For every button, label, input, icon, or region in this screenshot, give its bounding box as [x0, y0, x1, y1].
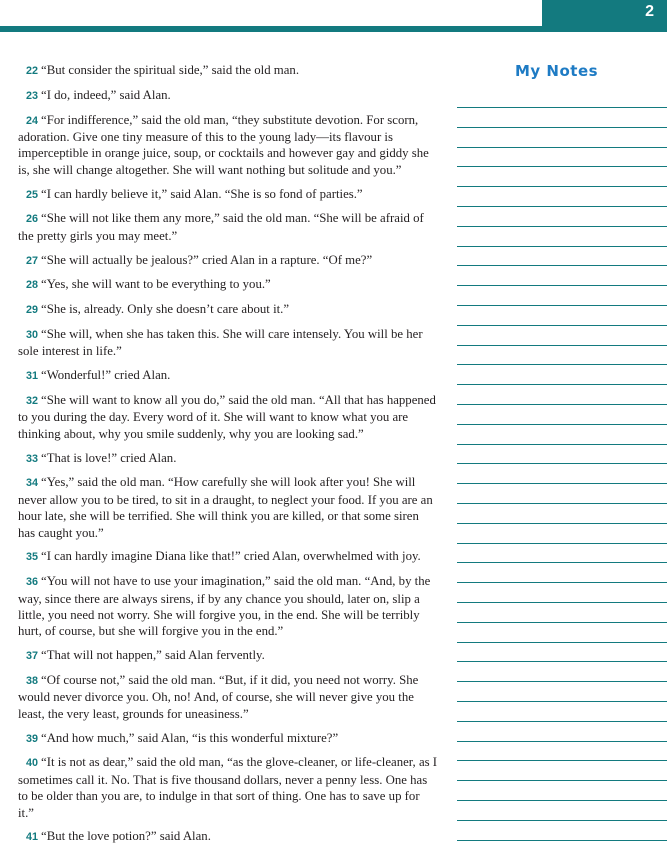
paragraph-text: “You will not have to use your imagination,” said the old man. “And, by the way, since there are always sirens, if by any chance you should, later on, slip a little, you need not worry. She will forgive you, in the end. She will be terribly hurt, of course, but she will forgive you in the end.” [18, 574, 431, 639]
note-line [457, 523, 667, 524]
paragraph-text: “For indifference,” said the old man, “they substitute devotion. For scorn, adoration. Give one tiny measure of this to the young lady—its flavour is imperceptible in orange juice, soup, or cocktails and however gay and giddy she is, she will change altogether. She will want nothing but solitude and you.” [18, 112, 429, 177]
note-line [457, 582, 667, 583]
paragraph [18, 754, 438, 821]
paragraph [18, 210, 438, 244]
paragraph-number: 27 [26, 254, 39, 267]
note-line [457, 206, 667, 207]
note-line [457, 701, 667, 702]
paragraph-number: 37 [26, 650, 39, 663]
paragraph-text: “She will, when she has taken this. She will care intensely. You will be her sole interest in life.” [18, 327, 423, 359]
note-line [457, 246, 667, 247]
note-line [457, 543, 667, 544]
note-line [457, 760, 667, 761]
paragraph-text: “Yes,” said the old man. “How carefully she will look after you! She will never allow you to be tired, to sit in a draught, to neglect your food. If you are an hour late, she will be terrified. She will think you are killed, or that some siren has caught you.” [18, 475, 433, 540]
paragraph [18, 326, 438, 360]
paragraph [18, 252, 438, 269]
note-line [457, 107, 667, 108]
paragraph-number: 35 [26, 551, 39, 564]
paragraph [18, 647, 438, 664]
paragraph-text: “She will actually be jealous?” cried Alan in a rapture. “Of me?” [41, 252, 373, 267]
paragraph-number: 34 [26, 477, 39, 490]
paragraph-number: 24 [26, 114, 39, 127]
note-line [457, 741, 667, 742]
note-line [457, 721, 667, 722]
paragraph-text: “It is not as dear,” said the old man, “as the glove-cleaner, or life-cleaner, as I sometimes call it. No. That is five thousand dollars, never a penny less. One has to be older than you are, to indulge in that sort of thing. One has to save up for it.” [18, 755, 438, 820]
paragraph-text: “That is love!” cried Alan. [41, 450, 177, 465]
paragraph [18, 112, 438, 179]
story-text [18, 62, 438, 853]
paragraph [18, 730, 438, 747]
paragraph [18, 301, 438, 318]
paragraph [18, 474, 438, 541]
paragraph-text: “But consider the spiritual side,” said the old man. [41, 63, 300, 77]
notes-lines [457, 0, 667, 834]
paragraph-number: 23 [26, 89, 39, 102]
note-line [457, 166, 667, 167]
paragraph-text: “She will not like them any more,” said the old man. “She will be afraid of the pretty girls you may meet.” [18, 211, 424, 243]
note-line [457, 840, 667, 841]
note-line [457, 780, 667, 781]
paragraph-text: “Of course not,” said the old man. “But, if it did, you need not worry. She would never divorce you. Oh, no! And, of course, she will never give you the least, the very least, grounds for uneasiness.” [18, 673, 419, 721]
note-line [457, 661, 667, 662]
paragraph-text: “I do, indeed,” said Alan. [41, 87, 171, 102]
paragraph [18, 367, 438, 384]
note-line [457, 364, 667, 365]
paragraph-text: “She is, already. Only she doesn’t care about it.” [41, 302, 290, 317]
paragraph [18, 672, 438, 722]
paragraph-number: 31 [26, 370, 39, 383]
note-line [457, 305, 667, 306]
paragraph-text: “Wonderful!” cried Alan. [41, 368, 171, 383]
note-line [457, 127, 667, 128]
note-line [457, 404, 667, 405]
note-line [457, 483, 667, 484]
paragraph-text: “And how much,” said Alan, “is this wonderful mixture?” [41, 730, 339, 745]
note-line [457, 562, 667, 563]
note-line [457, 186, 667, 187]
paragraph [18, 186, 438, 203]
paragraph-text: “Yes, she will want to be everything to you.” [41, 277, 271, 292]
paragraph [18, 573, 438, 640]
paragraph [18, 392, 438, 442]
note-line [457, 345, 667, 346]
note-line [457, 147, 667, 148]
paragraph-number: 30 [26, 329, 39, 341]
paragraph-text: “But the love potion?” said Alan. [41, 829, 211, 844]
paragraph [18, 548, 438, 565]
note-line [457, 681, 667, 682]
note-line [457, 285, 667, 286]
note-line [457, 424, 667, 425]
paragraph-number: 29 [26, 304, 39, 317]
paragraph [18, 87, 438, 104]
note-line [457, 642, 667, 643]
paragraph-number: 33 [26, 452, 39, 465]
note-line [457, 602, 667, 603]
page-number: 2 [645, 3, 654, 20]
paragraph-text: “She will want to know all you do,” said the old man. “All that has happened to you during the day. Every word of it. She will want to know what you are thinking about, why you smile suddenly, why you are looking sad.” [18, 393, 436, 441]
note-line [457, 800, 667, 801]
paragraph-text: “That will not happen,” said Alan fervently. [41, 648, 265, 663]
paragraph-number: 36 [26, 576, 39, 589]
note-line [457, 444, 667, 445]
paragraph-number: 38 [26, 675, 39, 688]
note-line [457, 384, 667, 385]
paragraph [18, 828, 438, 845]
paragraph [18, 62, 438, 79]
paragraph [18, 450, 438, 467]
note-line [457, 622, 667, 623]
note-line [457, 463, 667, 464]
note-line [457, 325, 667, 326]
paragraph-text: “I can hardly imagine Diana like that!” cried Alan, overwhelmed with joy. [41, 549, 421, 564]
paragraph-number: 32 [26, 395, 39, 407]
note-line [457, 503, 667, 504]
note-line [457, 820, 667, 821]
notes-title: My Notes [515, 62, 599, 80]
paragraph-text: “I can hardly believe it,” said Alan. “She is so fond of parties.” [41, 186, 363, 201]
note-line [457, 226, 667, 227]
paragraph-number: 25 [26, 188, 39, 201]
paragraph-number: 39 [26, 732, 39, 745]
note-line [457, 265, 667, 266]
paragraph-number: 40 [26, 757, 39, 770]
paragraph-number: 26 [26, 213, 39, 226]
paragraph [18, 276, 438, 293]
paragraph-number: 28 [26, 279, 39, 292]
paragraph-number: 22 [26, 65, 39, 77]
paragraph-number: 41 [26, 831, 39, 844]
